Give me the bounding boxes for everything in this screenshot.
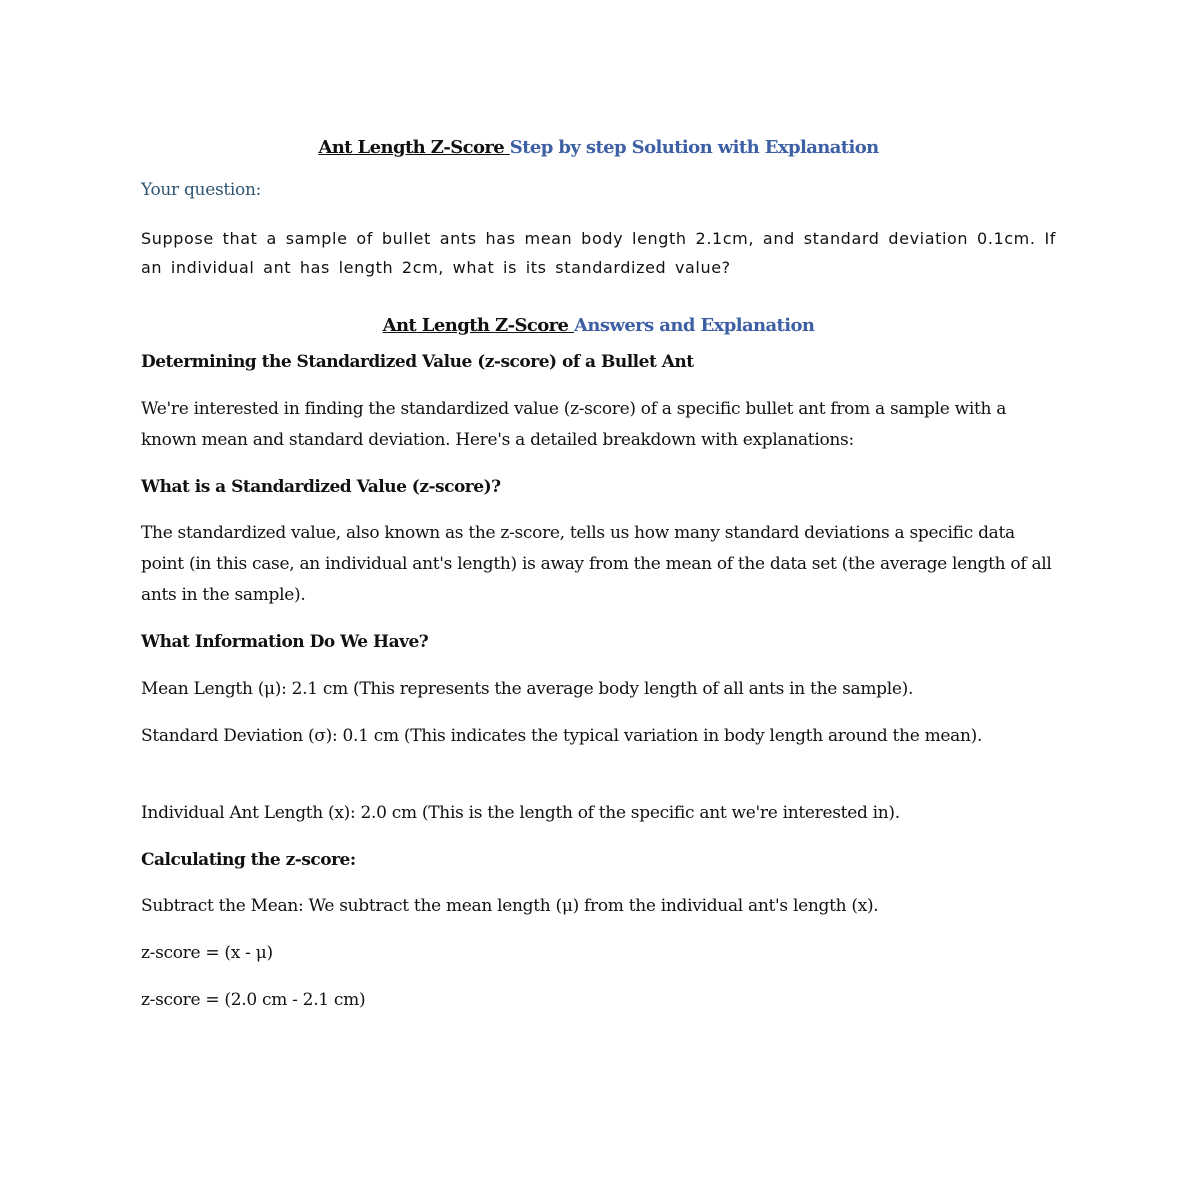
heading-determining: Determining the Standardized Value (z-score) of a Bullet Ant — [141, 352, 694, 372]
intro-paragraph: We're interested in finding the standardized value (z-score) of a specific bullet ant from a sample with a known mean and standard deviation. Here's a detailed breakdown with explanations: — [141, 399, 1007, 450]
title-underlined: Ant Length Z-Score — [318, 137, 510, 158]
answers-title-subtitle: Answers and Explanation — [574, 315, 815, 336]
answers-title — [141, 310, 1056, 341]
heading-what-is: What is a Standardized Value (z-score)? — [141, 477, 501, 497]
title-subtitle: Step by step Solution with Explanation — [509, 137, 879, 158]
sd-line: Standard Deviation (σ): 0.1 cm (This indicates the typical variation in body length around the mean). — [141, 726, 983, 746]
heading-calculating: Calculating the z-score: — [141, 850, 356, 870]
question-text: Suppose that a sample of bullet ants has mean body length 2.1cm, and standard deviation 0.1cm. If an individual ant has length 2cm, what is its standardized value? — [141, 229, 1056, 277]
formula-substituted: z-score = (2.0 cm - 2.1 cm) — [141, 990, 366, 1010]
heading-information: What Information Do We Have? — [141, 632, 429, 652]
x-line: Individual Ant Length (x): 2.0 cm (This is the length of the specific ant we're interested in). — [141, 803, 900, 823]
answers-title-underlined: Ant Length Z-Score — [382, 315, 575, 336]
document-title — [141, 132, 1056, 163]
your-question-label: Your question: — [141, 180, 262, 200]
mean-line: Mean Length (μ): 2.1 cm (This represents the average body length of all ants in the sample). — [141, 679, 914, 699]
definition-paragraph: The standardized value, also known as the z-score, tells us how many standard deviations a specific data point (in this case, an individual ant's length) is away from the mean of the data set (the average length of all ants in the sample). — [141, 523, 1052, 605]
step-subtract-mean: Subtract the Mean: We subtract the mean length (μ) from the individual ant's length (x). — [141, 896, 879, 916]
formula-general: z-score = (x - μ) — [141, 943, 273, 963]
